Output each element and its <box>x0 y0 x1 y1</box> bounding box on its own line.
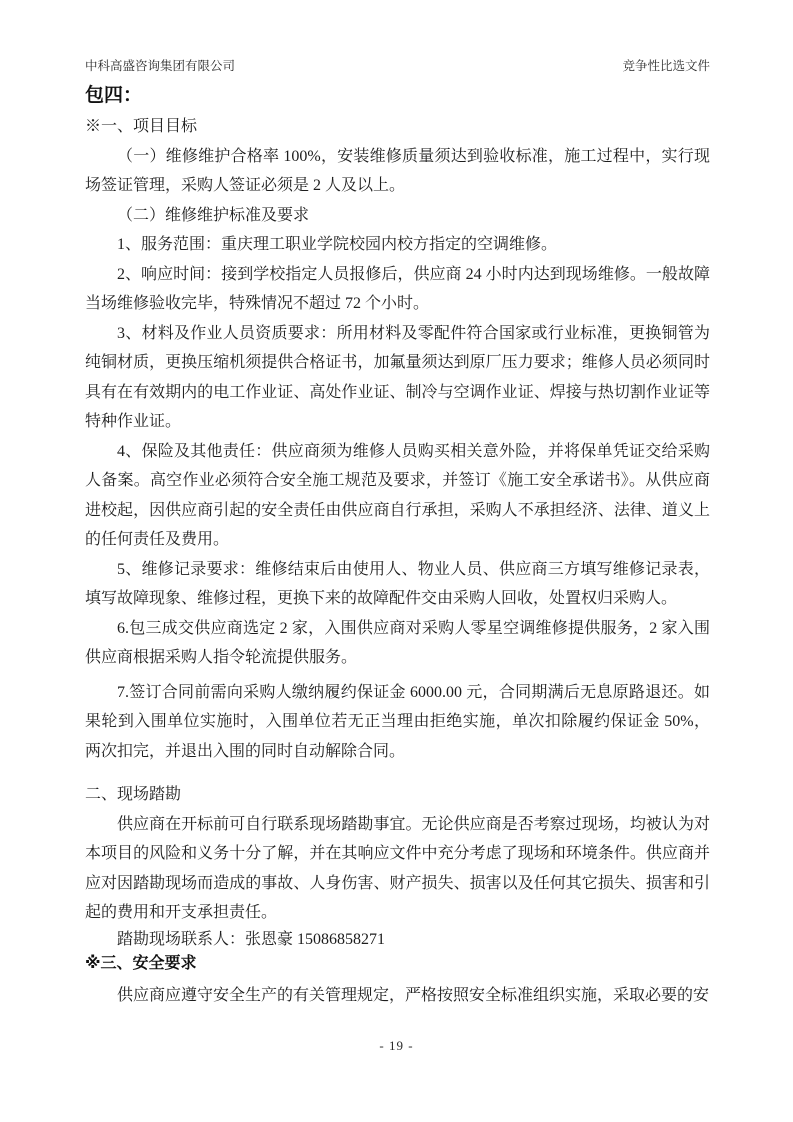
section-2-heading: 二、现场踏勘 <box>85 786 182 803</box>
header-company-name: 中科高盛咨询集团有限公司 <box>85 59 236 73</box>
requirement-item-3: 3、材料及作业人员资质要求：所用材料及零配件符合国家或行业标准，更换铜管为纯铜材质，更换压缩机须提供合格证书，加氟量须达到原厂压力要求；维修人员必须同时具有在有效期内的电工作业证、高处作业证、制冷与空调作业证、焊接与热切割作业证等特种作业证。 <box>85 324 710 430</box>
requirement-item-2: 2、响应时间：接到学校指定人员报修后，供应商 24 小时内达到现场维修。一般故障当场维修验收完毕，特殊情况不超过 72 个小时。 <box>85 265 710 312</box>
page-footer <box>0 1038 793 1054</box>
document-content <box>85 56 710 1010</box>
survey-contact-line: 踏勘现场联系人：张恩豪 15086858271 <box>117 930 386 948</box>
safety-requirements-paragraph: 供应商应遵守安全生产的有关管理规定，严格按照安全标准组织实施，采取必要的安 <box>117 986 710 1004</box>
section-3-heading: ※三、安全要求 <box>85 954 197 972</box>
requirement-item-1: 1、服务范围：重庆理工职业学院校园内校方指定的空调维修。 <box>117 236 558 253</box>
clause-paragraph-1-1: （一）维修维护合格率 100%，安装维修质量须达到验收标准，施工过程中，实行现场签证管理，采购人签证必须是 2 人及以上。 <box>85 147 710 194</box>
requirement-item-6: 6.包三成交供应商选定 2 家，入围供应商对采购人零星空调维修提供服务，2 家入围供应商根据采购人指令轮流提供服务。 <box>85 619 710 666</box>
page-header <box>85 56 710 74</box>
clause-heading-1-2: （二）维修维护标准及要求 <box>117 206 310 224</box>
page-number: - 19 - <box>379 1038 414 1053</box>
header-doc-type: 竞争性比选文件 <box>622 59 710 73</box>
package-heading: 包四： <box>85 85 143 106</box>
site-survey-paragraph: 供应商在开标前可自行联系现场踏勘事宜。无论供应商是否考察过现场，均被认为对本项目的风险和义务十分了解，并在其响应文件中充分考虑了现场和环境条件。供应商并应对因踏勘现场而造成的事故、人身伤害、财产损失、损害以及任何其它损失、损害和引起的费用和开支承担责任。 <box>85 815 710 921</box>
requirement-item-7: 7.签订合同前需向采购人缴纳履约保证金 6000.00 元，合同期满后无息原路退还。如果轮到入围单位实施时，入围单位若无正当理由拒绝实施，单次扣除履约保证金 50%，两次扣完，并退出入围的同时自动解除合同。 <box>85 683 710 760</box>
requirement-item-4: 4、保险及其他责任：供应商须为维修人员购买相关意外险，并将保单凭证交给采购人备案。高空作业必须符合安全施工规范及要求，并签订《施工安全承诺书》。从供应商进校起，因供应商引起的安全责任由供应商自行承担，采购人不承担经济、法律、道义上的任何责任及费用。 <box>85 442 710 548</box>
section-1-heading: ※一、项目目标 <box>85 118 198 135</box>
requirement-item-5: 5、维修记录要求：维修结束后由使用人、物业人员、供应商三方填写维修记录表，填写故障现象、维修过程，更换下来的故障配件交由采购人回收，处置权归采购人。 <box>85 560 710 607</box>
